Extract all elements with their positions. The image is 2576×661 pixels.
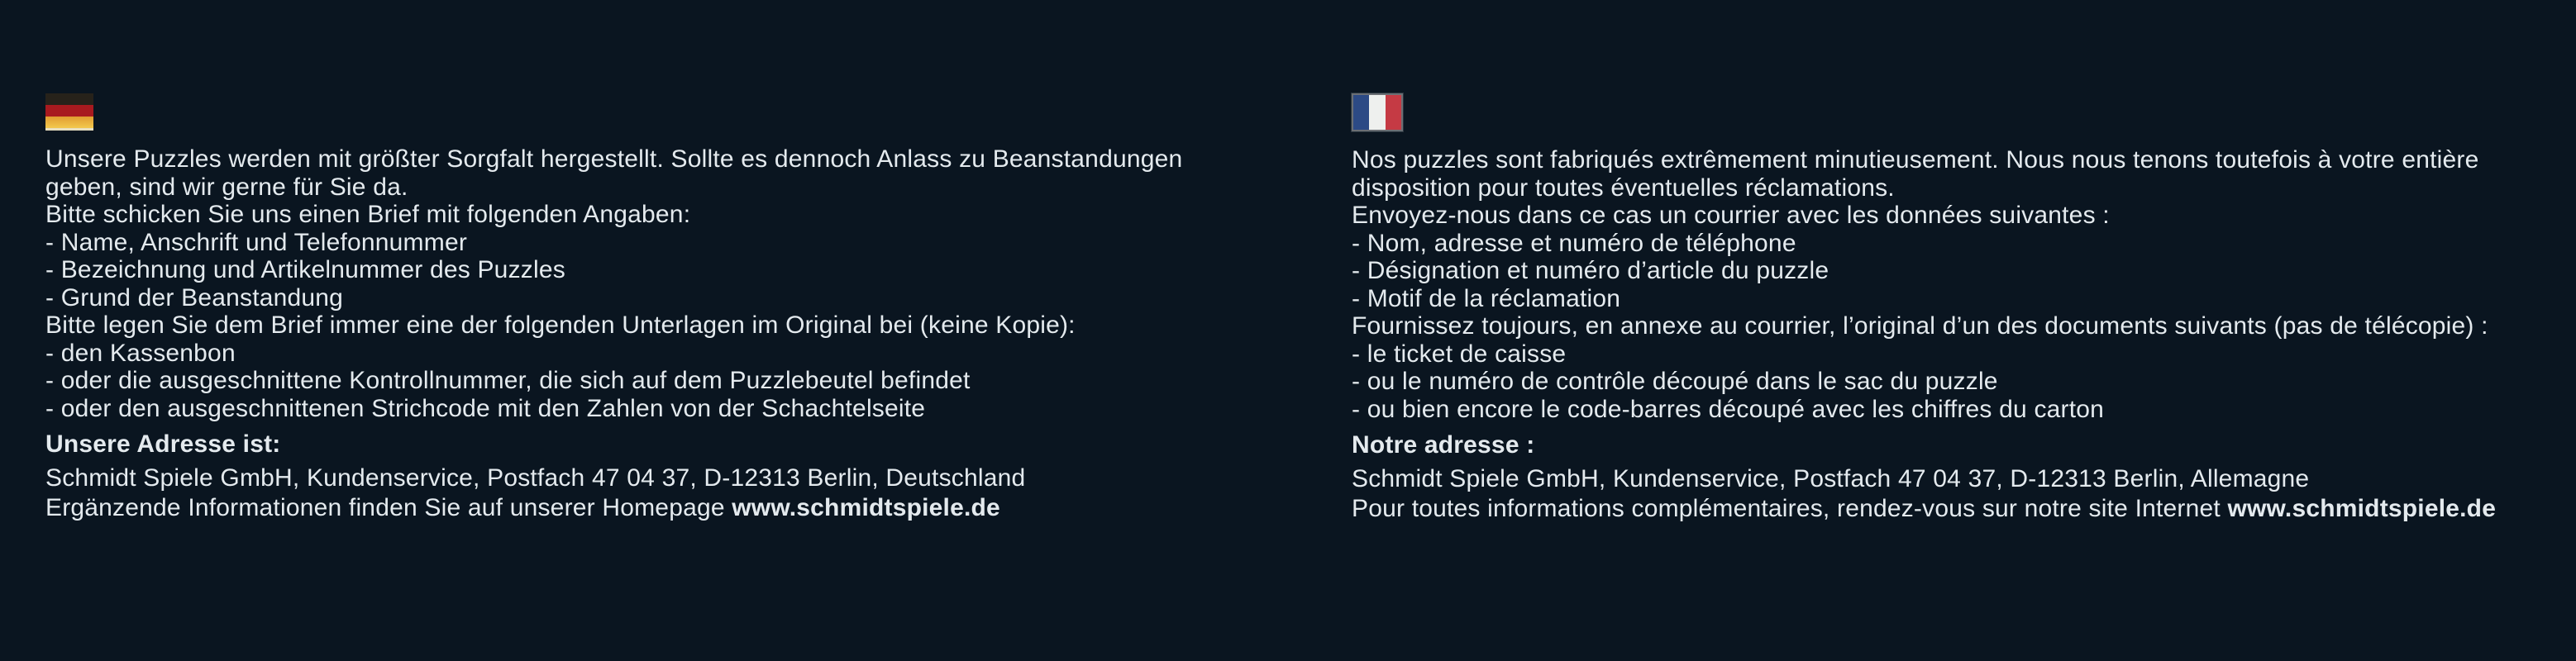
text-line: disposition pour toutes éventuelles réclamations. [1352, 174, 1895, 202]
list-item: - Bezeichnung und Artikelnummer des Puzzles [45, 256, 565, 283]
homepage-line [45, 494, 1269, 522]
address-heading: Unsere Adresse ist: [45, 430, 281, 458]
german-text-block [45, 145, 1269, 522]
list-item: - Motif de la réclamation [1352, 284, 1621, 312]
text-line: geben, sind wir gerne für Sie da. [45, 173, 408, 201]
french-flag-red-stripe [1386, 95, 1401, 130]
french-section [1352, 93, 2575, 523]
german-flag-red-stripe [45, 105, 93, 117]
french-flag-icon [1352, 93, 1403, 131]
text-line: Nos puzzles sont fabriqués extrêmement minutieusement. Nous nous tenons toutefois à votre entière [1352, 146, 2479, 174]
text-line: Fournissez toujours, en annexe au courrier, l’original d’un des documents suivants (pas de télécopie) : [1352, 312, 2488, 340]
french-flag-white-stripe [1369, 95, 1385, 130]
french-flag-blue-stripe [1353, 95, 1369, 130]
list-item: - ou bien encore le code-barres découpé avec les chiffres du carton [1352, 395, 2105, 423]
list-item: - oder die ausgeschnittene Kontrollnummer, die sich auf dem Puzzlebeutel befindet [45, 367, 971, 394]
homepage-line [1352, 495, 2575, 523]
text-line: Bitte schicken Sie uns einen Brief mit folgenden Angaben: [45, 201, 691, 228]
list-item: - Nom, adresse et numéro de téléphone [1352, 229, 1796, 257]
text-line: Envoyez-nous dans ce cas un courrier avec les données suivantes : [1352, 202, 2110, 229]
list-item: - den Kassenbon [45, 339, 236, 367]
list-item: - Désignation et numéro d’article du puzzle [1352, 257, 1829, 284]
homepage-text: Pour toutes informations complémentaires, rendez-vous sur notre site Internet [1352, 495, 2228, 522]
french-text-block [1352, 146, 2575, 523]
german-flag-black-stripe [45, 93, 93, 105]
text-line: Bitte legen Sie dem Brief immer eine der folgenden Unterlagen im Original bei (keine Kopie): [45, 311, 1076, 339]
list-item: - le ticket de caisse [1352, 340, 1567, 368]
website-url: www.schmidtspiele.de [2227, 495, 2497, 522]
text-line: Unsere Puzzles werden mit größter Sorgfalt hergestellt. Sollte es dennoch Anlass zu Beanstandungen [45, 145, 1183, 173]
list-item: - Grund der Beanstandung [45, 283, 344, 311]
address-heading: Notre adresse : [1352, 431, 1535, 459]
german-section [45, 93, 1269, 522]
address-line: Schmidt Spiele GmbH, Kundenservice, Postfach 47 04 37, D-12313 Berlin, Allemagne [1352, 464, 2310, 492]
address-line: Schmidt Spiele GmbH, Kundenservice, Postfach 47 04 37, D-12313 Berlin, Deutschland [45, 464, 1026, 492]
list-item: - ou le numéro de contrôle découpé dans le sac du puzzle [1352, 368, 1998, 395]
german-flag-icon [45, 93, 93, 131]
website-url: www.schmidtspiele.de [732, 494, 1000, 521]
german-flag-gold-stripe [45, 117, 93, 128]
list-item: - Name, Anschrift und Telefonnummer [45, 228, 468, 256]
homepage-text: Ergänzende Informationen finden Sie auf unserer Homepage [45, 494, 732, 521]
list-item: - oder den ausgeschnittenen Strichcode mit den Zahlen von der Schachtelseite [45, 394, 926, 422]
